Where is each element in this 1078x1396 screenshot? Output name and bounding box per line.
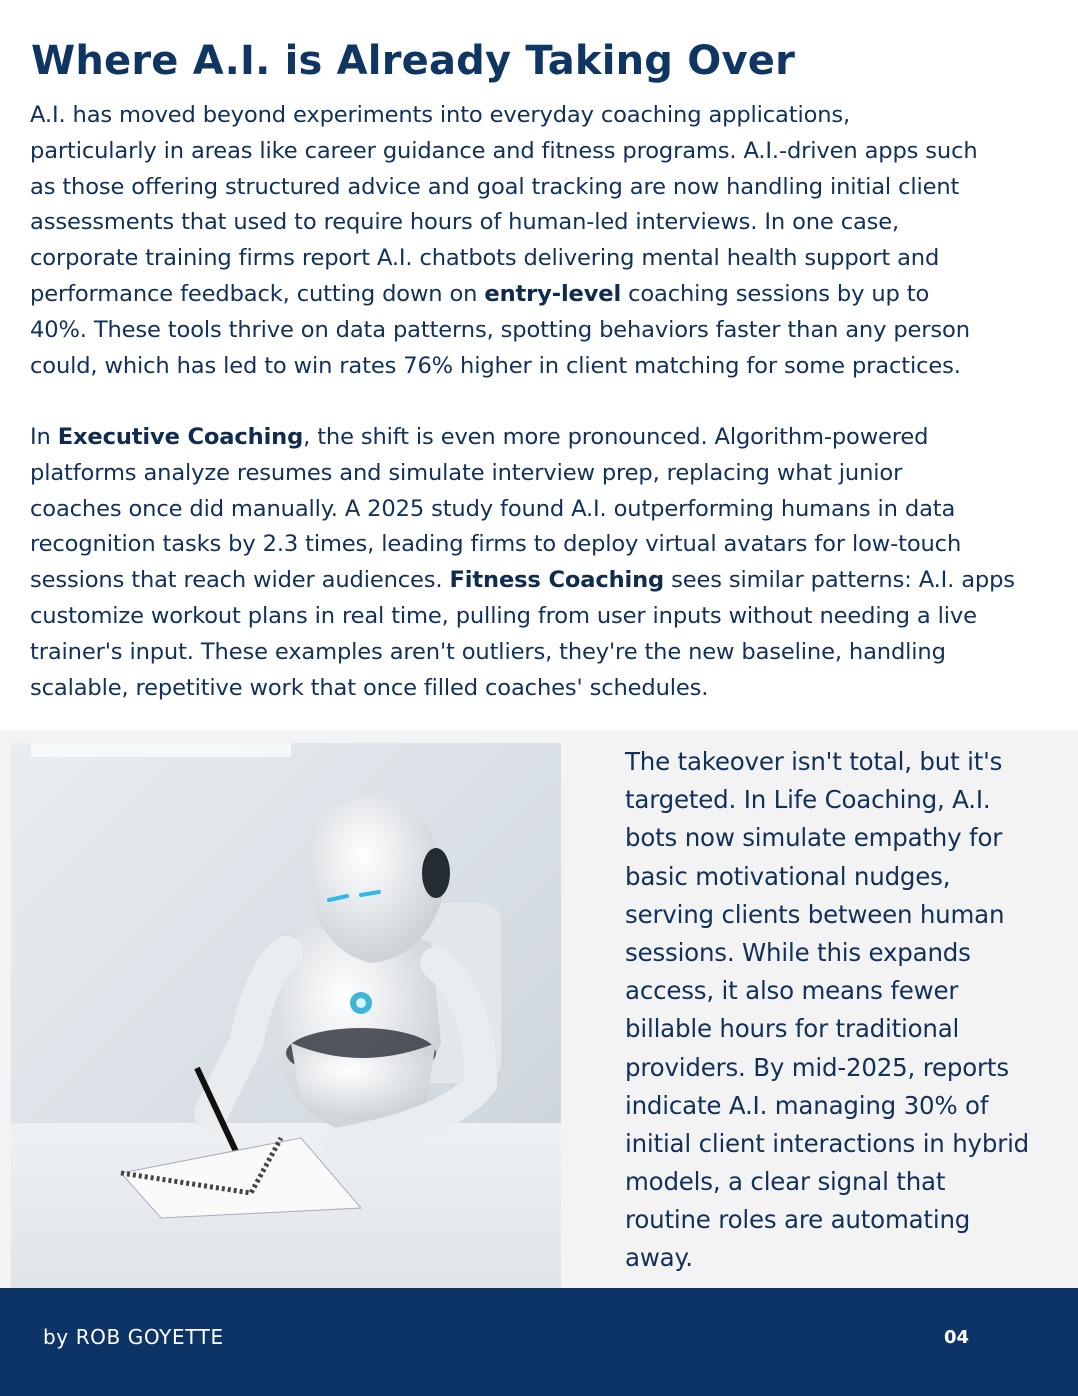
- text-line: [625, 858, 1065, 896]
- text-segment: performance feedback, cutting down on: [30, 280, 485, 307]
- text-segment: bots now simulate empathy for: [625, 823, 1003, 853]
- text-line: [625, 1010, 1065, 1048]
- text-line: [30, 277, 1060, 313]
- text-segment: providers. By mid-2025, reports: [625, 1052, 1009, 1082]
- text-segment: billable hours for traditional: [625, 1014, 960, 1044]
- text-line: [30, 671, 1060, 707]
- bold-phrase: Fitness Coaching: [449, 567, 665, 594]
- text-line: [30, 241, 1060, 277]
- page-number: 04: [944, 1327, 970, 1348]
- text-segment: , the shift is even more pronounced. Algorithm-powered: [303, 424, 929, 450]
- text-segment: particularly in areas like career guidance and fitness programs. A.I.-driven apps such: [30, 137, 978, 164]
- text-line: [625, 743, 1065, 781]
- text-segment: platforms analyze resumes and simulate interview prep, replacing what junior: [30, 459, 903, 486]
- text-segment: initial client interactions in hybrid: [625, 1128, 1030, 1158]
- text-line: [30, 563, 1060, 599]
- text-line: [625, 896, 1065, 934]
- text-line: [625, 1201, 1065, 1239]
- text-segment: A.I. has moved beyond experiments into everyday coaching applications,: [30, 102, 851, 128]
- text-segment: coaches once did manually. A 2025 study found A.I. outperforming humans in data: [30, 495, 956, 522]
- sidebar-paragraph: [625, 743, 1065, 1278]
- text-line: [30, 205, 1060, 241]
- paragraph-2: [30, 420, 1060, 706]
- text-segment: recognition tasks by 2.3 times, leading firms to deploy virtual avatars for low-touch: [30, 531, 962, 558]
- text-line: [625, 1163, 1065, 1201]
- text-segment: sessions. While this expands: [625, 937, 971, 967]
- text-segment: indicate A.I. managing 30% of: [625, 1090, 989, 1120]
- text-segment: as those offering structured advice and goal tracking are now handling initial client: [30, 173, 960, 200]
- page-title: Where A.I. is Already Taking Over: [31, 38, 796, 84]
- text-line: [625, 1239, 1065, 1277]
- text-segment: models, a clear signal that: [625, 1167, 946, 1197]
- text-segment: routine roles are automating: [625, 1205, 971, 1235]
- text-line: [625, 934, 1065, 972]
- text-line: [30, 635, 1060, 671]
- text-line: [30, 492, 1060, 528]
- text-line: [30, 313, 1060, 349]
- text-segment: basic motivational nudges,: [625, 861, 951, 891]
- text-line: [30, 134, 1060, 170]
- text-segment: The takeover isn't total, but it's: [625, 747, 1003, 776]
- text-segment: corporate training firms report A.I. chatbots delivering mental health support and: [30, 245, 940, 272]
- text-line: [30, 456, 1060, 492]
- text-segment: coaching sessions by up to: [621, 280, 930, 307]
- text-segment: sees similar patterns: A.I. apps: [664, 567, 1015, 594]
- text-segment: access, it also means fewer: [625, 976, 959, 1006]
- text-line: [625, 1125, 1065, 1163]
- text-segment: sessions that reach wider audiences.: [30, 567, 450, 594]
- text-line: [30, 420, 1060, 456]
- text-segment: In: [30, 424, 58, 450]
- text-segment: customize workout plans in real time, pulling from user inputs without needing a live: [30, 602, 977, 629]
- bold-phrase: entry-level: [484, 280, 622, 307]
- text-line: [625, 1087, 1065, 1125]
- paragraph-1: [30, 98, 1060, 384]
- text-line: [625, 819, 1065, 857]
- text-segment: scalable, repetitive work that once filled coaches' schedules.: [30, 674, 709, 701]
- text-line: [625, 1049, 1065, 1087]
- text-segment: trainer's input. These examples aren't outliers, they're the new baseline, handling: [30, 638, 946, 665]
- text-line: [30, 170, 1060, 206]
- text-segment: targeted. In Life Coaching, A.I.: [625, 785, 991, 815]
- text-line: [625, 781, 1065, 819]
- text-segment: away.: [625, 1243, 693, 1273]
- text-segment: 40%. These tools thrive on data patterns, spotting behaviors faster than any person: [30, 316, 970, 343]
- text-segment: serving clients between human: [625, 899, 1005, 929]
- text-line: [30, 98, 1060, 134]
- text-segment: assessments that used to require hours of human-led interviews. In one case,: [30, 209, 900, 236]
- text-line: [30, 527, 1060, 563]
- robot-writing-illustration: [11, 743, 561, 1288]
- text-line: [30, 599, 1060, 635]
- text-segment: could, which has led to win rates 76% higher in client matching for some practices.: [30, 352, 961, 379]
- bold-phrase: Executive Coaching: [57, 424, 304, 450]
- text-line: [625, 972, 1065, 1010]
- author-credit: by ROB GOYETTE: [43, 1325, 224, 1349]
- text-line: [30, 349, 1060, 385]
